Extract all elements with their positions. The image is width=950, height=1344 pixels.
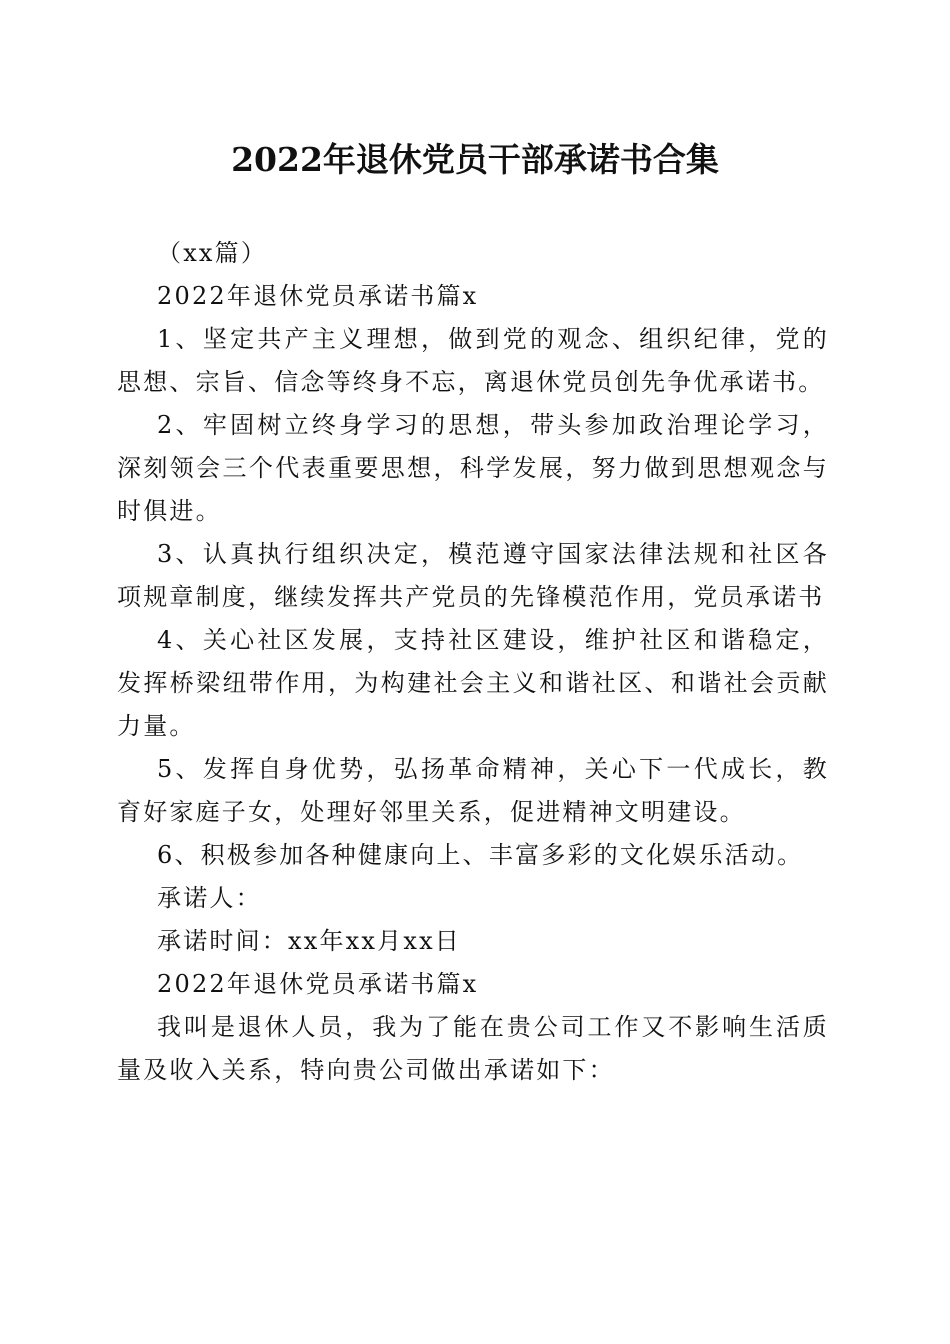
signatory-label: 承诺人：	[157, 884, 262, 912]
document-body	[117, 232, 829, 1092]
commitment-item-6: 6、积极参加各种健康向上、丰富多彩的文化娱乐活动。	[157, 841, 804, 869]
commitment-item-5: 5、发挥自身优势，弘扬革命精神，关心下一代成长，教育好家庭子女，处理好邻里关系，促进精神文明建设。	[117, 755, 829, 826]
commitment-item-4: 4、关心社区发展，支持社区建设，维护社区和谐稳定，发挥桥梁纽带作用，为构建社会主义和谐社区、和谐社会贡献力量。	[117, 626, 829, 740]
document-title: 2022年退休党员干部承诺书合集	[231, 140, 719, 179]
intro-paragraph: 我叫是退休人员，我为了能在贵公司工作又不影响生活质量及收入关系，特向贵公司做出承诺如下：	[117, 1013, 829, 1084]
commitment-item-2: 2、牢固树立终身学习的思想，带头参加政治理论学习，深刻领会三个代表重要思想，科学发展，努力做到思想观念与时俱进。	[117, 411, 829, 525]
subtitle-count: （xx篇）	[157, 239, 268, 267]
section-heading-2: 2022年退休党员承诺书篇x	[157, 970, 479, 998]
section-heading: 2022年退休党员承诺书篇x	[157, 282, 479, 310]
commitment-item-1: 1、坚定共产主义理想，做到党的观念、组织纪律，党的思想、宗旨、信念等终身不忘，离退休党员创先争优承诺书。	[117, 325, 829, 396]
commitment-date: 承诺时间：xx年xx月xx日	[157, 927, 462, 955]
commitment-item-3: 3、认真执行组织决定，模范遵守国家法律法规和社区各项规章制度，继续发挥共产党员的先锋模范作用，党员承诺书	[117, 540, 829, 611]
